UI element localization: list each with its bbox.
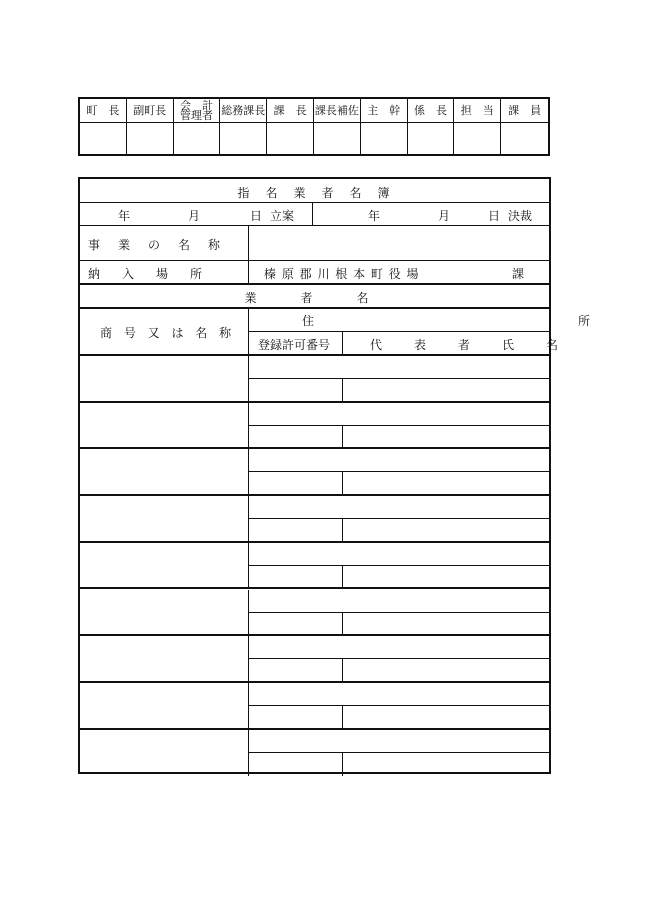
approval-label: 決裁 [508,209,533,223]
approval-month-label: 月 [438,209,451,223]
delivery-place-row [80,261,549,285]
approval-header-person-in-charge: 担 当 [454,99,501,123]
stamp-box-accounting-manager[interactable] [174,123,221,154]
stamp-box-deputy-mayor[interactable] [127,123,174,154]
draft-month-label: 月 [188,209,201,223]
delivery-place-suffix: 課 [512,267,525,281]
vendor-row [80,356,549,403]
form-title-row [80,179,549,203]
vendor-row-subdivider [248,471,549,472]
vendor-row-subdivider [248,752,549,753]
approval-header-section-chief: 課 長 [267,99,314,123]
representative-header: 代 表 者 氏 名 [370,338,569,352]
registration-header: 登録許可番号 [258,338,331,352]
header-subdivider [248,331,549,332]
business-name-label: 事 業 の 名 称 [88,238,224,252]
vendor-row [80,496,549,543]
delivery-place-label: 納 入 場 所 [88,267,208,281]
vendor-registration-divider [342,378,343,402]
vendor-row-subdivider [248,705,549,706]
vendor-row-subdivider [248,658,549,659]
vendor-row [80,683,549,730]
vendor-registration-divider [342,752,343,776]
stamp-box-section-chief[interactable] [267,123,314,154]
draft-year-label: 年 [118,209,131,223]
header-registration-divider [342,331,343,354]
date-divider [312,203,313,225]
stamp-box-staff[interactable] [501,123,548,154]
delivery-divider [248,261,249,283]
date-row [80,203,549,226]
approval-header-assistant-chief: 課長補佐 [314,99,361,123]
vendor-registration-divider [342,612,343,636]
draft-day-label: 日 [250,209,263,223]
vendor-row-subdivider [248,378,549,379]
vendor-row [80,730,549,777]
trade-name-header: 商 号 又 は 名 称 [100,326,236,340]
form-title: 指 名 業 者 名 簿 [237,186,392,200]
vendor-heading: 業 者 名 [244,291,385,305]
vendor-registration-divider [342,425,343,449]
delivery-place-value: 榛 原 郡 川 根 本 町 役 場 [264,267,420,281]
approval-header-mayor: 町 長 [80,99,127,123]
vendor-row-subdivider [248,565,549,566]
vendor-row [80,590,549,637]
draft-label: 立案 [270,209,295,223]
vendor-row-subdivider [248,425,549,426]
approval-header-accounting-manager: 会 計 管理者 [174,99,221,123]
address-header: 住 所 [302,314,670,328]
vendor-column-header [80,309,670,356]
vendor-heading-row [80,285,549,309]
approval-stamp-table [78,97,550,156]
stamp-box-person-in-charge[interactable] [454,123,501,154]
vendor-row-divider [248,730,249,777]
vendor-registration-divider [342,705,343,729]
approval-header-general-affairs-chief: 総務課長 [220,99,267,123]
stamp-box-general-affairs-chief[interactable] [220,123,267,154]
vendor-registration-divider [342,471,343,495]
stamp-box-mayor[interactable] [80,123,127,154]
vendor-row [80,403,549,450]
vendor-list-form [78,177,670,774]
approval-header-subsection-chief: 係 長 [408,99,455,123]
approval-header-staff: 課 員 [501,99,548,123]
vendor-registration-divider [342,518,343,542]
stamp-box-assistant-chief[interactable] [314,123,361,154]
approval-day-label: 日 [488,209,501,223]
vendor-row [80,543,549,590]
vendor-registration-divider [342,565,343,589]
vendor-row [80,449,549,496]
stamp-box-senior-staff[interactable] [361,123,408,154]
vendor-row-subdivider [248,518,549,519]
business-name-row [80,226,549,261]
approval-header-senior-staff: 主 幹 [361,99,408,123]
stamp-box-subsection-chief[interactable] [408,123,455,154]
vendor-row-subdivider [248,612,549,613]
vendor-registration-divider [342,658,343,682]
vendor-row [80,636,549,683]
approval-year-label: 年 [368,209,381,223]
approval-header-deputy-mayor: 副町長 [127,99,174,123]
business-name-divider [248,226,249,260]
